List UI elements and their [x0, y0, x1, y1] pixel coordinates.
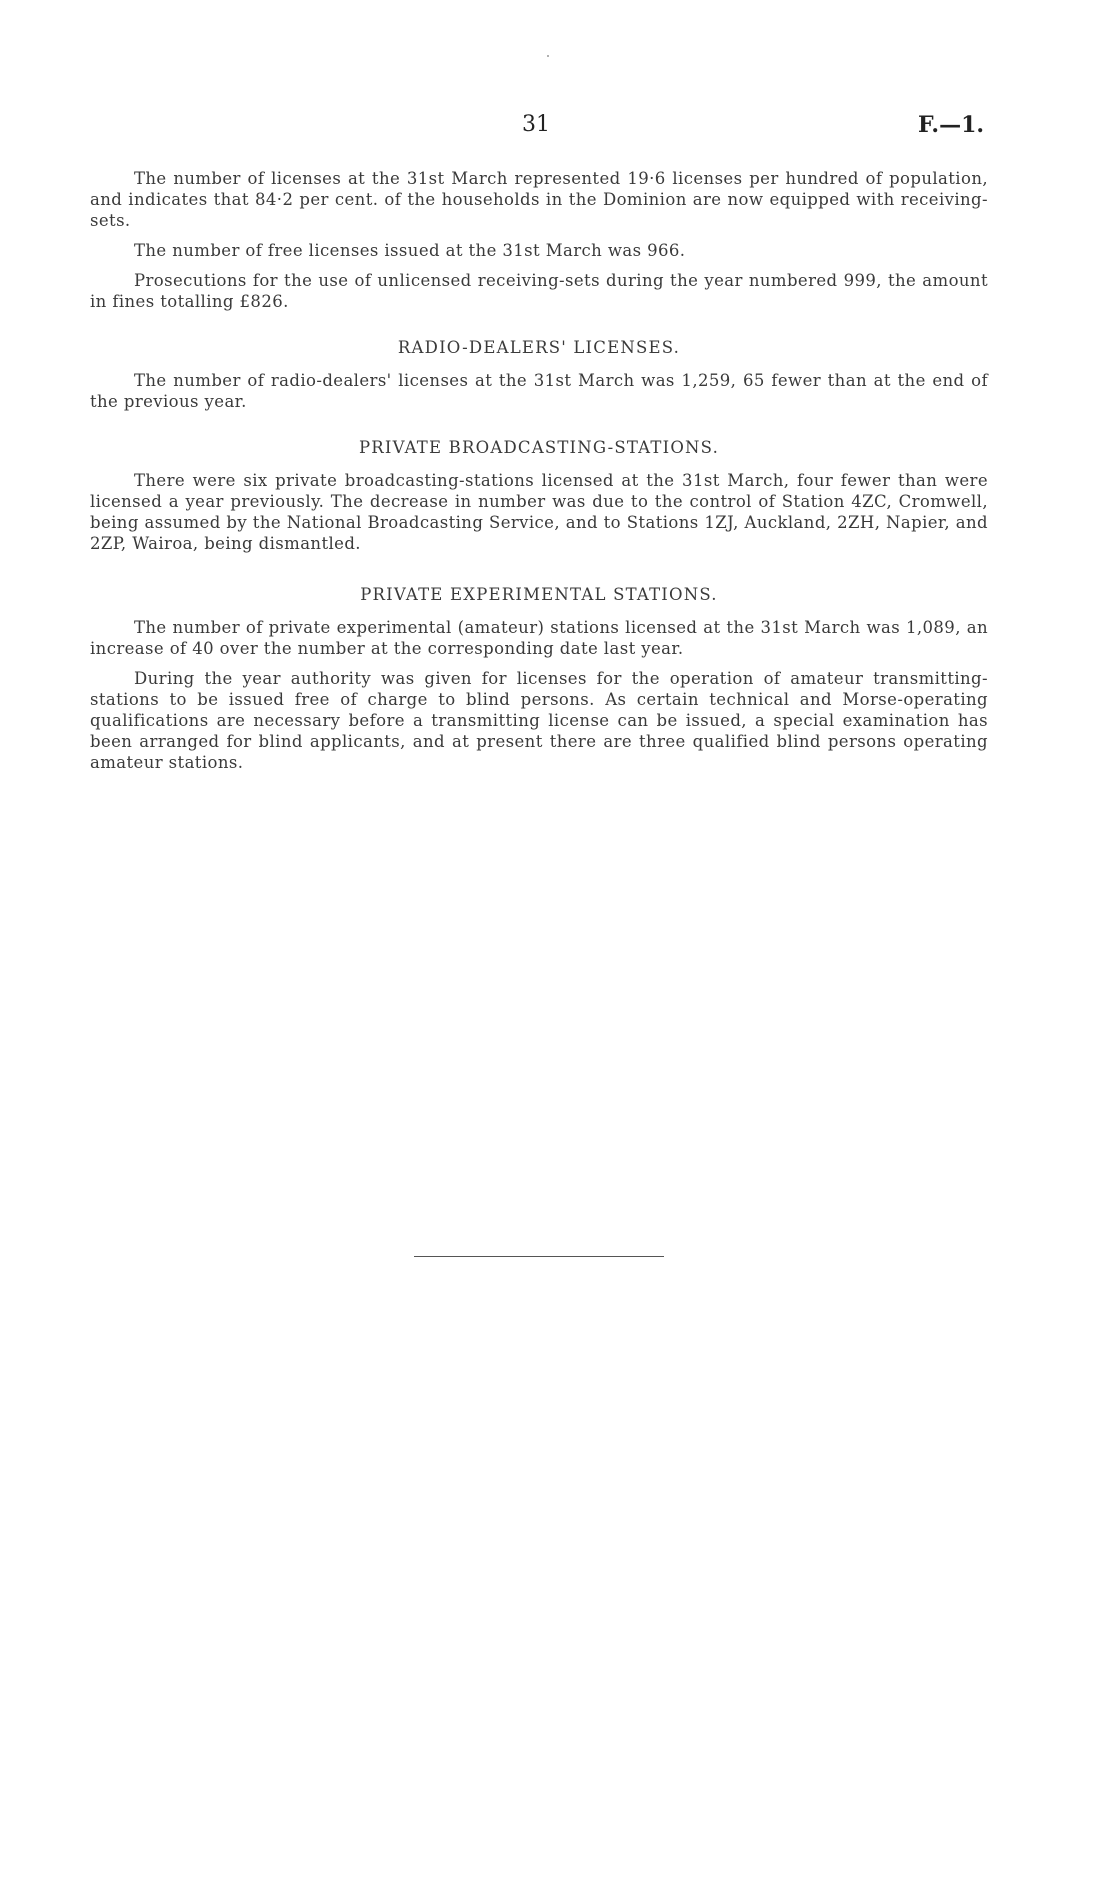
section-radio-dealers: [90, 337, 988, 412]
paragraph-licenses-per-population: The number of licenses at the 31st March represented 19·6 licenses per hundred of population, and indicates that 84·2 per cent. of the households in the Dominion are now equipped with receiving-sets.: [90, 169, 988, 230]
section-private-broadcasting: [90, 437, 988, 554]
heading-radio-dealers: RADIO-DEALERS' LICENSES.: [397, 338, 681, 357]
paragraph-free-licenses: The number of free licenses issued at the 31st March was 966.: [134, 241, 686, 260]
document-reference: F.—1.: [918, 112, 985, 138]
paragraph-amateur-stations: The number of private experimental (amateur) stations licensed at the 31st March was 1,089, an increase of 40 over the number at the corresponding date last year.: [90, 618, 988, 658]
paragraph-radio-dealers: The number of radio-dealers' licenses at the 31st March was 1,259, 65 fewer than at the end of the previous year.: [90, 371, 988, 411]
document-body: [90, 168, 988, 782]
page-number: 31: [522, 112, 550, 137]
section-licenses: [90, 168, 988, 312]
paper-speck: [547, 55, 549, 57]
paragraph-private-broadcasting: There were six private broadcasting-stations licensed at the 31st March, four fewer than were licensed a year previously. The decrease in number was due to the control of Station 4ZC, Cromwell, being assumed by the National Broadcasting Service, and to Stations 1ZJ, Auckland, 2ZH, Napier, and 2ZP, Wairoa, being dismantled.: [90, 471, 988, 553]
paragraph-prosecutions: Prosecutions for the use of unlicensed receiving-sets during the year numbered 999, the amount in fines totalling £826.: [90, 271, 988, 311]
heading-private-experimental: PRIVATE EXPERIMENTAL STATIONS.: [360, 585, 718, 604]
heading-private-broadcasting: PRIVATE BROADCASTING-STATIONS.: [358, 438, 720, 457]
end-rule: [414, 1256, 664, 1257]
paragraph-blind-persons: During the year authority was given for licenses for the operation of amateur transmitting-stations to be issued free of charge to blind persons. As certain technical and Morse-operating qualifications are necessary before a transmitting license can be issued, a special examination has been arranged for blind applicants, and at present there are three qualified blind persons operating amateur stations.: [90, 669, 988, 772]
section-private-experimental: [90, 584, 988, 773]
